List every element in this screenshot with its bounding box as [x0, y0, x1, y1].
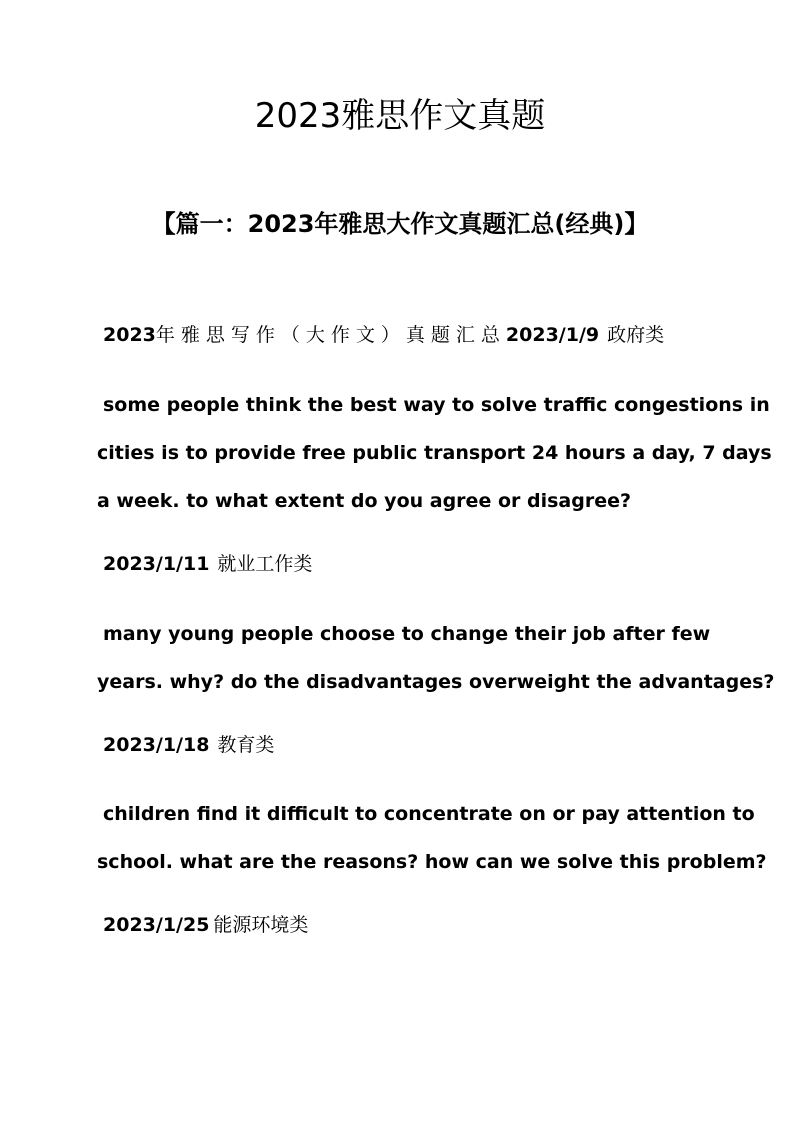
entry-heading — [103, 914, 308, 937]
header-text: 年雅思写作（大作文）真题汇总 — [155, 324, 506, 346]
essay-line: children find it difficult to concentrate on or pay attention to — [103, 803, 755, 825]
entry-heading — [103, 553, 312, 576]
entry-heading — [103, 734, 274, 757]
section-title: 【篇一：2023年雅思大作文真题汇总(经典)】 — [151, 210, 649, 238]
essay-line: cities is to provide free public transport 24 hours a day, 7 days — [97, 442, 772, 464]
entry-date: 2023/1/18 — [103, 734, 210, 756]
entry-date: 2023/1/11 — [103, 553, 210, 575]
entry-date: 2023/1/25 — [103, 914, 210, 936]
essay-line: school. what are the reasons? how can we solve this problem? — [97, 851, 767, 873]
essay-line: years. why? do the disadvantages overweight the advantages? — [97, 671, 775, 693]
essay-line: a week. to what extent do you agree or disagree? — [97, 490, 631, 512]
essay-line: some people think the best way to solve traffic congestions in — [103, 394, 770, 416]
header-date: 2023/1/9 — [505, 324, 600, 346]
entry-category: 教育类 — [217, 734, 275, 756]
entry-category: 就业工作类 — [217, 553, 313, 575]
document-title: 2023雅思作文真题 — [254, 96, 546, 136]
header-line — [103, 324, 664, 347]
header-category: 政府类 — [607, 324, 665, 346]
entry-category: 能源环境类 — [213, 914, 309, 936]
header-year: 2023 — [103, 324, 156, 346]
essay-line: many young people choose to change their job after few — [103, 623, 711, 645]
